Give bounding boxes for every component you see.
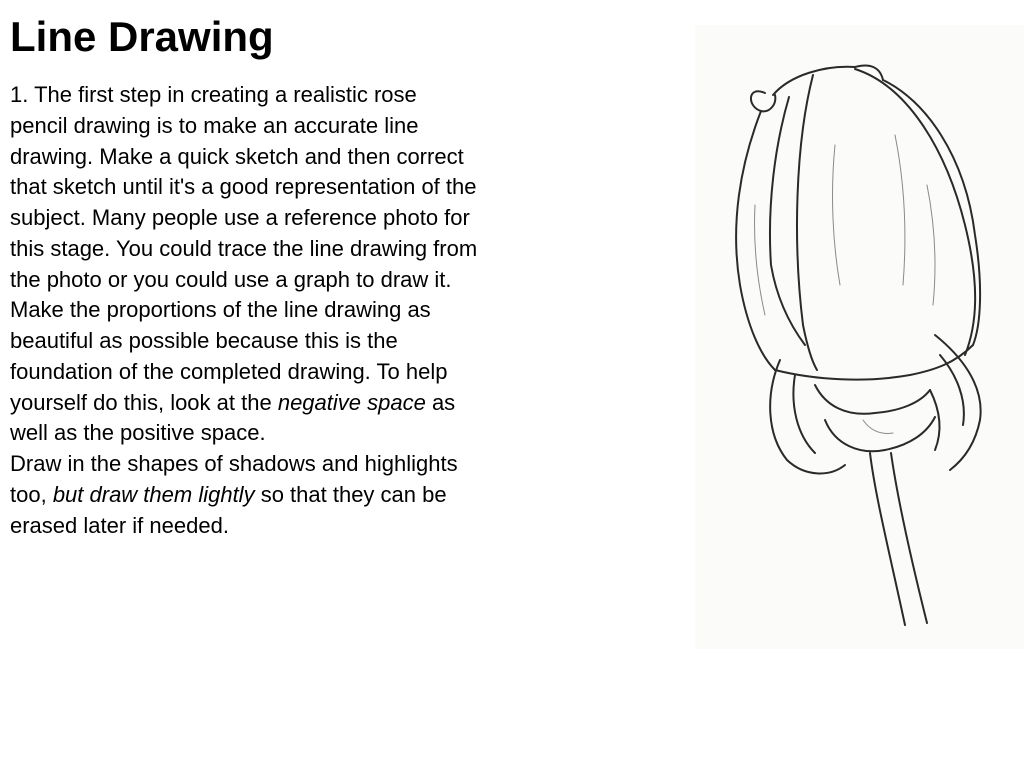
paragraph-3 <box>10 449 480 541</box>
rose-illustration <box>695 25 1024 649</box>
sepal-tip <box>930 390 940 450</box>
shade-2 <box>895 135 905 285</box>
paragraph-3-text-b: so that they can be erased later if needed. <box>10 481 447 538</box>
paragraph-3-text-a: Draw in the shapes of shadows and highlights too, <box>10 451 458 507</box>
slide-title: Line Drawing <box>10 13 274 60</box>
stem-left <box>870 453 905 625</box>
sepal-lower <box>825 417 935 451</box>
bud-nub <box>751 91 775 111</box>
bud-bottom <box>775 345 973 380</box>
paragraph-2-text-b: as well as the positive space. <box>10 389 456 446</box>
body-text <box>10 80 480 541</box>
shade-5 <box>863 420 893 433</box>
sepal-left-inner <box>793 375 815 453</box>
stem-right <box>891 453 927 623</box>
left-inner-petal <box>770 97 805 345</box>
shade-4 <box>754 205 765 315</box>
bud-top-edge <box>773 66 883 95</box>
negative-space-emphasis: negative space <box>277 389 426 415</box>
bud-center-right <box>855 69 975 355</box>
paragraph-2 <box>10 295 480 449</box>
draw-lightly-emphasis: but draw them lightly <box>52 481 255 507</box>
shade-1 <box>833 145 840 285</box>
paragraph-2-text-a: Make the proportions of the line drawing as beautiful as possible because this is the foundation of the completed drawing. To help yourself do this, look at the <box>10 297 448 415</box>
bud-center-left <box>797 75 817 370</box>
sepal-right <box>935 335 981 470</box>
paragraph-1-text: 1. The first step in creating a realistic rose pencil drawing is to make an accurate line drawing. Make a quick sketch and then correct that sketch until it's a good representation of the subject. Many people use a reference photo for this stage. You could trace the line drawing from the photo or you could use a graph to draw it. <box>10 82 478 292</box>
paragraph-1 <box>10 80 480 295</box>
rose-bud-drawing <box>695 25 1024 649</box>
shade-3 <box>927 185 935 305</box>
sepal-center <box>815 385 930 414</box>
